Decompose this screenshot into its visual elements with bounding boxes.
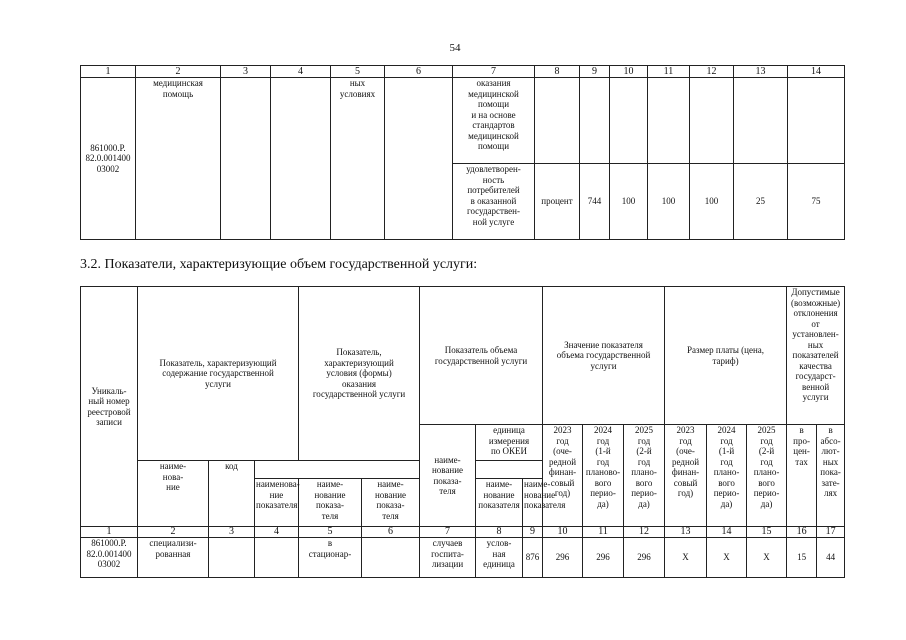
okei-code: 876 bbox=[523, 538, 543, 578]
section-title: 3.2. Показатели, характеризующие объем государственной услуги: bbox=[80, 257, 478, 272]
content-name-header: наиме- нование показа- теля bbox=[362, 479, 420, 527]
col-number: 10 bbox=[543, 527, 583, 538]
col-number: 8 bbox=[535, 66, 580, 78]
fee-2024: X bbox=[707, 538, 747, 578]
value-2025: 296 bbox=[624, 538, 665, 578]
value-cell: 100 bbox=[610, 164, 648, 240]
col-number: 10 bbox=[610, 66, 648, 78]
fee-header: Размер платы (цена, тариф) bbox=[665, 287, 787, 425]
fee-2024-header: 2024 год (1-й год плано- вого перио- да) bbox=[707, 425, 747, 527]
col-number: 3 bbox=[209, 527, 255, 538]
content-indicator-header: Показатель, характеризующий содержание государственной услуги bbox=[138, 287, 299, 461]
col-number: 4 bbox=[271, 66, 331, 78]
year-2025-header: 2025 год (2-й год плано- вого перио- да) bbox=[624, 425, 665, 527]
conditions-indicator-header: Показатель, характеризующий условия (формы) оказания государственной услуги bbox=[299, 287, 420, 461]
empty-cell bbox=[580, 78, 610, 164]
volume-indicator-header: Показатель объема государственной услуги bbox=[420, 287, 543, 425]
header-row bbox=[81, 287, 845, 425]
deviation-cell: 25 bbox=[734, 164, 788, 240]
code-cell: 744 bbox=[580, 164, 610, 240]
empty-cell bbox=[734, 78, 788, 164]
empty-cell bbox=[535, 78, 580, 164]
fee-2025-header: 2025 год (2-й год плано- вого перио- да) bbox=[747, 425, 787, 527]
col-number: 16 bbox=[787, 527, 817, 538]
value-cell: 100 bbox=[648, 164, 690, 240]
column-numbers-row bbox=[81, 66, 845, 78]
empty-cell bbox=[385, 78, 453, 240]
content-indicator: специализи- рованная bbox=[138, 538, 209, 578]
col-number: 13 bbox=[665, 527, 707, 538]
empty-cell bbox=[209, 538, 255, 578]
condition-indicator: в стационар- bbox=[299, 538, 362, 578]
empty-cell bbox=[788, 78, 845, 164]
content-name-header: наиме- нование показа- теля bbox=[299, 479, 362, 527]
registry-number: 861000.Р. 82.0.001400 03002 bbox=[81, 538, 138, 578]
value-2024: 296 bbox=[583, 538, 624, 578]
col-number: 14 bbox=[788, 66, 845, 78]
col-number: 12 bbox=[690, 66, 734, 78]
col-number: 6 bbox=[362, 527, 420, 538]
col-number: 7 bbox=[453, 66, 535, 78]
col-number: 12 bbox=[624, 527, 665, 538]
col-number: 2 bbox=[136, 66, 221, 78]
content-name-header: наименова- ние показателя bbox=[255, 479, 299, 527]
condition-name-header: наиме- нование показателя bbox=[523, 479, 543, 527]
year-2023-header: 2023 год (оче- редной финан- совый год) bbox=[543, 425, 583, 527]
value-2023: 296 bbox=[543, 538, 583, 578]
indicator-name: удовлетворен- ность потребителей в оказанной государствен- ной услуге bbox=[453, 164, 535, 240]
col-number: 2 bbox=[138, 527, 209, 538]
empty-cell bbox=[255, 538, 299, 578]
deviation-header: Допустимые (возможные) отклонения от установлен- ных показателей качества государст- венной услуги bbox=[787, 287, 845, 425]
okei-code-header: код bbox=[209, 461, 255, 527]
volume-value-header: Значение показателя объема государственной услуги bbox=[543, 287, 665, 425]
deviation-absolute: 44 bbox=[817, 538, 845, 578]
fee-2023: X bbox=[665, 538, 707, 578]
table-row bbox=[81, 78, 845, 164]
empty-cell bbox=[610, 78, 648, 164]
empty-cell bbox=[362, 538, 420, 578]
col-number: 1 bbox=[81, 66, 136, 78]
quality-indicators-table bbox=[80, 65, 845, 240]
col-number: 3 bbox=[221, 66, 271, 78]
volume-name-header: наиме- нование показа- теля bbox=[420, 425, 476, 527]
okei-header: единица измерения по ОКЕИ bbox=[476, 425, 543, 461]
col-number: 9 bbox=[580, 66, 610, 78]
col-number: 6 bbox=[385, 66, 453, 78]
table-row bbox=[81, 538, 845, 578]
condition-name-header: наиме- нование показателя bbox=[476, 479, 523, 527]
okei-name-header: наиме- нова- ние bbox=[138, 461, 209, 527]
page-number: 54 bbox=[449, 42, 461, 54]
registry-number: 861000.Р. 82.0.001400 03002 bbox=[81, 78, 136, 240]
deviation-absolute-header: в абсо- лют- ных пока- зате- лях bbox=[817, 425, 845, 527]
deviation-cell: 75 bbox=[788, 164, 845, 240]
deviation-percent-header: в про- цен- тах bbox=[787, 425, 817, 527]
empty-cell bbox=[648, 78, 690, 164]
empty-cell bbox=[690, 78, 734, 164]
empty-cell bbox=[221, 78, 271, 240]
col-number: 5 bbox=[299, 527, 362, 538]
col-number: 13 bbox=[734, 66, 788, 78]
fee-2025: X bbox=[747, 538, 787, 578]
content-indicator: медицинская помощь bbox=[136, 78, 221, 240]
col-number: 5 bbox=[331, 66, 385, 78]
col-number: 11 bbox=[648, 66, 690, 78]
year-2024-header: 2024 год (1-й год планово- вого перио- да) bbox=[583, 425, 624, 527]
col-number: 8 bbox=[476, 527, 523, 538]
condition-indicator: ных условиях bbox=[331, 78, 385, 240]
col-number: 11 bbox=[583, 527, 624, 538]
indicator-name: оказания медицинской помощи и на основе стандартов медицинской помощи bbox=[453, 78, 535, 164]
value-cell: 100 bbox=[690, 164, 734, 240]
unique-number-header: Уникаль- ный номер реестровой записи bbox=[81, 287, 138, 527]
col-number: 15 bbox=[747, 527, 787, 538]
col-number: 1 bbox=[81, 527, 138, 538]
col-number: 9 bbox=[523, 527, 543, 538]
deviation-percent: 15 bbox=[787, 538, 817, 578]
volume-indicators-table bbox=[80, 286, 845, 578]
col-number: 4 bbox=[255, 527, 299, 538]
col-number: 7 bbox=[420, 527, 476, 538]
column-numbers-row bbox=[81, 527, 845, 538]
fee-2023-header: 2023 год (оче- редной финан- совый год) bbox=[665, 425, 707, 527]
empty-cell bbox=[271, 78, 331, 240]
unit-cell: процент bbox=[535, 164, 580, 240]
col-number: 14 bbox=[707, 527, 747, 538]
volume-indicator-name: случаев госпита- лизации bbox=[420, 538, 476, 578]
okei-name: услов- ная единица bbox=[476, 538, 523, 578]
col-number: 17 bbox=[817, 527, 845, 538]
